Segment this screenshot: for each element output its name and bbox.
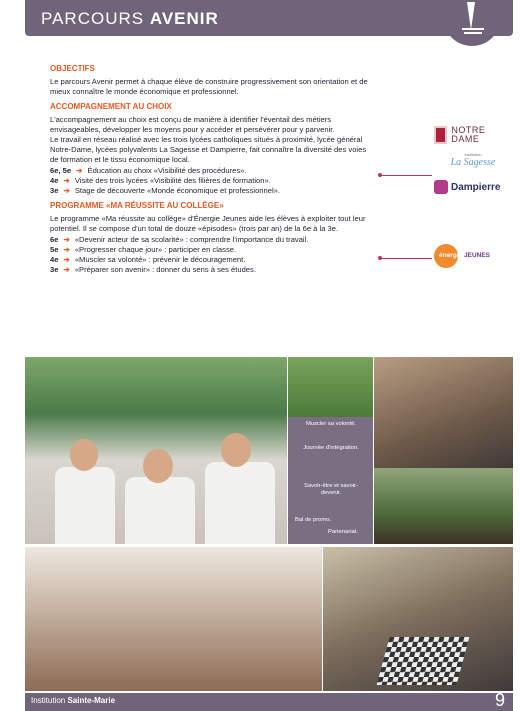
page-footer — [25, 690, 513, 711]
outdoor-photo — [288, 357, 373, 417]
grade-label: 4e — [50, 176, 59, 185]
accompagnement-section — [50, 102, 370, 196]
dampierre-name: Dampierre — [451, 181, 501, 193]
objectifs-text: Le parcours Avenir permet à chaque élève de construire progressivement son orientation et de mieux connaître le monde économique et professionnel. — [50, 77, 368, 96]
photo-collage — [25, 357, 513, 691]
dampierre-mark-icon — [434, 180, 448, 194]
objectifs-section — [50, 64, 370, 97]
student-head — [70, 439, 98, 471]
programme-list — [50, 235, 370, 275]
arrow-right-icon: ➔ — [63, 245, 70, 254]
list-item — [50, 255, 370, 265]
partner-logos — [434, 124, 512, 194]
accompagnement-heading: ACCOMPAGNEMENT AU CHOIX — [50, 102, 172, 111]
accompagnement-p2: Le travail en réseau réalisé avec les trois lycées catholiques situés à proximité, lycée général Notre-Dame, lycées polyvalents La Sagesse et Dampierre, fait connaître la diversité des voies de formation et le tissu économique local. — [50, 135, 367, 164]
student-figure — [125, 477, 195, 544]
inst-bold: Sainte-Marie — [67, 696, 116, 705]
student-head — [221, 433, 251, 467]
connector-line — [380, 258, 432, 259]
grade-label: 6e — [50, 235, 59, 244]
student-figure — [55, 467, 115, 544]
page-title — [41, 9, 219, 29]
item-text: Éducation au choix «Visibilité des procédures». — [87, 166, 247, 175]
item-text: Stage de découverte «Monde économique et professionnel». — [74, 186, 281, 195]
grade-label: 4e — [50, 255, 59, 264]
connector-line — [380, 175, 432, 176]
accompagnement-p1: L'accompagnement au choix est conçu de manière à identifier l'éventail des métiers envisageables, développer les moyens pour y accéder et persévérer pour y parvenir. — [50, 115, 335, 134]
item-text: «Préparer son avenir» : donner du sens à ses études. — [74, 265, 256, 274]
dampierre-logo — [434, 180, 512, 194]
arrow-right-icon: ➔ — [63, 255, 70, 264]
grade-label: 6e, 5e — [50, 166, 72, 175]
arrow-right-icon: ➔ — [63, 265, 70, 274]
list-item — [50, 166, 370, 176]
chess-photo — [323, 547, 513, 691]
objectifs-heading: OBJECTIFS — [50, 64, 95, 73]
garden-photo — [374, 468, 513, 544]
list-item — [50, 265, 370, 275]
energie-jeunes-logo — [434, 244, 494, 270]
caption-panel — [288, 417, 373, 544]
sagesse-logo — [434, 152, 512, 172]
caption-label: Muscler sa volonté. — [306, 421, 356, 427]
caption-label: Savoir-être et savoir-devenir. — [304, 483, 358, 496]
caption-label: Partenariat. — [328, 529, 358, 535]
sagesse-subtitle: Institution — [464, 152, 482, 157]
main-content — [50, 64, 370, 280]
page-header — [25, 0, 513, 36]
grade-label: 5e — [50, 245, 59, 254]
classroom-photo — [374, 357, 513, 468]
list-item — [50, 176, 370, 186]
connector-dot — [378, 173, 382, 177]
grade-label: 3e — [50, 265, 59, 274]
notre-dame-name: NOTRE DAME — [451, 125, 486, 144]
caption-label: Bal de promo. — [294, 517, 332, 523]
list-item — [50, 235, 370, 245]
prom-photo — [25, 547, 322, 691]
item-text: «Progresser chaque jour» : participer en classe. — [74, 245, 237, 254]
item-text: Visite des trois lycées «Visibilité des filières de formation». — [74, 176, 271, 185]
arrow-right-icon: ➔ — [63, 176, 70, 185]
item-text: «Muscler sa volonté» : prévenir le découragement. — [74, 255, 246, 264]
student-figure — [205, 462, 275, 544]
student-head — [143, 449, 173, 483]
crest-icon — [434, 126, 447, 144]
students-group-photo — [25, 357, 287, 544]
caption-label: Journée d'intégration. — [303, 445, 359, 451]
programme-section — [50, 201, 370, 275]
accompagnement-list — [50, 166, 370, 196]
connector-dot — [378, 256, 382, 260]
logo-icon — [443, 0, 501, 46]
list-item — [50, 186, 370, 196]
sagesse-name: La Sagesse — [450, 157, 496, 168]
title-bold: AVENIR — [149, 9, 219, 28]
programme-text: Le programme «Ma réussite au collège» d'Énergie Jeunes aide les élèves à exploiter tout leur potentiel. Il se compose d'un total de douze «épisodes» (trois par an) de la 6e à la 3e. — [50, 214, 366, 233]
chessboard — [377, 637, 470, 685]
item-text: «Devenir acteur de sa scolarité» : comprendre l'importance du travail. — [74, 235, 309, 244]
title-light: PARCOURS — [41, 9, 150, 28]
school-logo — [443, 0, 501, 46]
programme-heading: PROGRAMME «MA RÉUSSITE AU COLLÈGE» — [50, 201, 224, 210]
energie-label: énergie — [439, 252, 463, 259]
jeunes-label: JEUNES — [464, 252, 491, 259]
arrow-right-icon: ➔ — [63, 235, 70, 244]
page-number: 9 — [494, 690, 505, 710]
grade-label: 3e — [50, 186, 59, 195]
institution-name — [31, 696, 115, 705]
notre-dame-logo — [434, 124, 512, 146]
arrow-right-icon: ➔ — [76, 166, 83, 175]
list-item — [50, 245, 370, 255]
inst-light: Institution — [31, 696, 68, 705]
arrow-right-icon: ➔ — [63, 186, 70, 195]
